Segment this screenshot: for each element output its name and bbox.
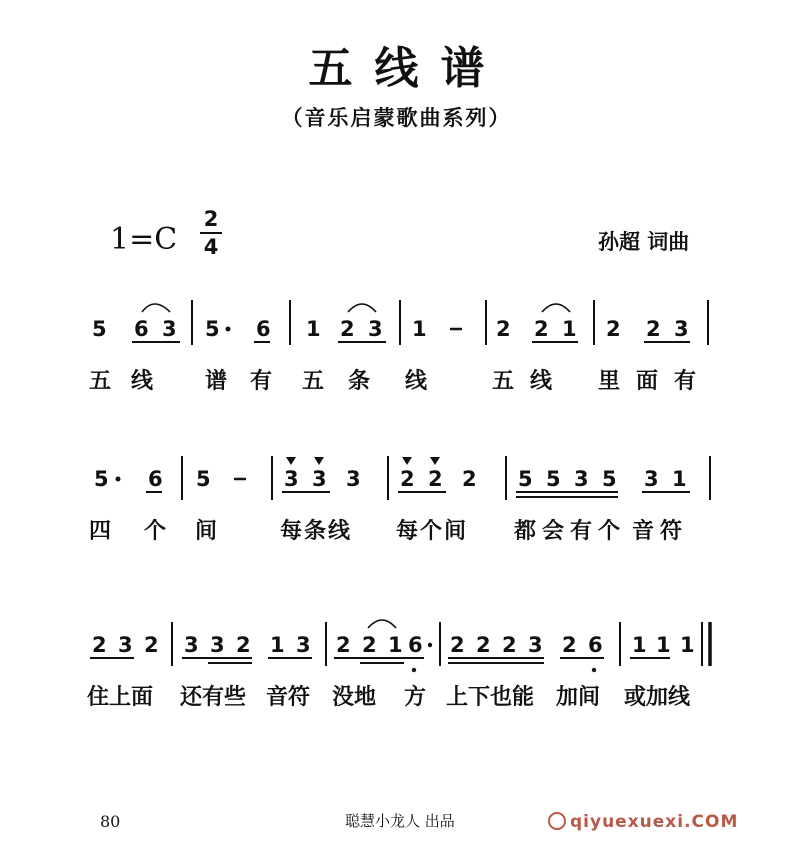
lyric-word: 五 xyxy=(492,369,515,394)
svg-text:2: 2 xyxy=(646,317,661,341)
svg-text:3: 3 xyxy=(118,633,133,657)
lyric-word: 有 xyxy=(674,369,697,394)
svg-text:5: 5 xyxy=(518,467,533,491)
lyric-word: 条 xyxy=(348,369,371,394)
watermark-text: qiyuexuexi.COM xyxy=(570,812,739,832)
svg-text:5: 5 xyxy=(92,317,107,341)
lyric-word: 间 xyxy=(195,519,218,544)
svg-text:3: 3 xyxy=(674,317,689,341)
lyric-word: 或加线 xyxy=(624,685,691,710)
svg-text:2: 2 xyxy=(144,633,159,657)
lyric-word: 每条线 xyxy=(280,519,353,544)
svg-text:2: 2 xyxy=(362,633,377,657)
publisher-credit: 聪慧小龙人 出品 xyxy=(345,812,455,830)
svg-text:3: 3 xyxy=(162,317,177,341)
svg-text:2: 2 xyxy=(496,317,511,341)
svg-text:5: 5 xyxy=(602,467,617,491)
svg-text:5: 5 xyxy=(94,467,109,491)
lyric-word: 谱 xyxy=(205,369,228,394)
lyric-word: 加间 xyxy=(556,685,601,710)
svg-text:1: 1 xyxy=(412,317,427,341)
svg-text:3: 3 xyxy=(368,317,383,341)
svg-text:3: 3 xyxy=(210,633,225,657)
svg-text:1: 1 xyxy=(388,633,403,657)
svg-text:5: 5 xyxy=(205,317,220,341)
svg-text:1: 1 xyxy=(270,633,285,657)
svg-text:1: 1 xyxy=(632,633,647,657)
svg-text:2: 2 xyxy=(400,467,415,491)
lyric-word: 没地 xyxy=(332,685,377,710)
svg-text:1: 1 xyxy=(680,633,695,657)
lyric-word: 五 xyxy=(302,369,325,394)
svg-text:6: 6 xyxy=(588,633,603,657)
svg-text:2: 2 xyxy=(92,633,107,657)
svg-text:2: 2 xyxy=(562,633,577,657)
svg-text:1: 1 xyxy=(562,317,577,341)
svg-text:2: 2 xyxy=(450,633,465,657)
song-title: 五线谱 xyxy=(308,43,507,94)
svg-text:6: 6 xyxy=(408,633,423,657)
svg-text:6: 6 xyxy=(148,467,163,491)
lyric-word: 五 xyxy=(89,369,112,394)
svg-text:2: 2 xyxy=(336,633,351,657)
svg-text:2: 2 xyxy=(606,317,621,341)
svg-text:1: 1 xyxy=(306,317,321,341)
svg-text:6: 6 xyxy=(134,317,149,341)
lyric-word: 面 xyxy=(636,369,659,394)
key-signature: 1=C xyxy=(110,222,178,257)
lyric-word: 方 xyxy=(404,685,427,710)
svg-text:3: 3 xyxy=(312,467,327,491)
svg-text:5: 5 xyxy=(546,467,561,491)
svg-text:3: 3 xyxy=(644,467,659,491)
svg-text:3: 3 xyxy=(284,467,299,491)
svg-text:3: 3 xyxy=(574,467,589,491)
lyric-word: 上下也能 xyxy=(446,685,535,710)
score-line-3 xyxy=(90,620,710,672)
svg-text:2: 2 xyxy=(236,633,251,657)
svg-text:3: 3 xyxy=(528,633,543,657)
lyric-word: 每个间 xyxy=(396,519,469,544)
composer-credit: 孙超 词曲 xyxy=(598,230,690,254)
svg-text:1: 1 xyxy=(656,633,671,657)
time-signature-bottom: 4 xyxy=(203,235,219,259)
svg-text:6: 6 xyxy=(256,317,271,341)
lyric-word: 音符 xyxy=(266,685,311,710)
lyric-word: 里 xyxy=(598,369,621,394)
svg-text:5: 5 xyxy=(196,467,211,491)
svg-text:2: 2 xyxy=(534,317,549,341)
time-signature-top: 2 xyxy=(203,207,219,231)
lyric-word: 有 xyxy=(250,369,273,394)
svg-text:3: 3 xyxy=(296,633,311,657)
lyric-word: 音符 xyxy=(632,519,689,544)
lyric-word: 四 xyxy=(89,519,112,544)
svg-text:3: 3 xyxy=(346,467,361,491)
song-subtitle: （音乐启蒙歌曲系列） xyxy=(281,106,512,130)
lyric-word: 个 xyxy=(144,519,167,544)
svg-text:3: 3 xyxy=(184,633,199,657)
svg-text:2: 2 xyxy=(502,633,517,657)
lyric-word: 住上面 xyxy=(87,685,154,710)
svg-text:2: 2 xyxy=(462,467,477,491)
svg-text:2: 2 xyxy=(476,633,491,657)
lyric-word: 都会有个 xyxy=(514,519,627,544)
lyric-word: 线 xyxy=(405,369,428,394)
watermark-logo-icon xyxy=(548,812,566,830)
lyric-word: 线 xyxy=(131,369,154,394)
svg-text:2: 2 xyxy=(340,317,355,341)
score-line-1 xyxy=(92,300,708,345)
lyric-word: 还有些 xyxy=(180,685,247,710)
lyric-word: 线 xyxy=(530,369,553,394)
svg-text:1: 1 xyxy=(672,467,687,491)
page-number: 80 xyxy=(100,812,121,831)
score-line-2 xyxy=(94,456,710,500)
svg-text:2: 2 xyxy=(428,467,443,491)
